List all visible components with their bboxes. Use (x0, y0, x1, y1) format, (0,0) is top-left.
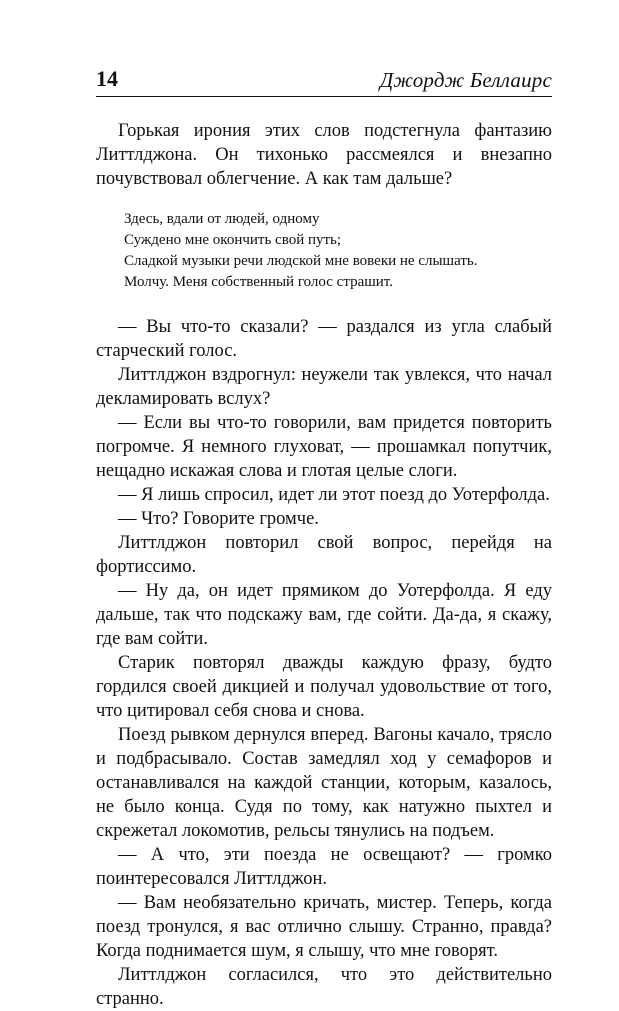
paragraph: Горькая ирония этих слов подстегнула фантазию Литтлджона. Он тихонько рассмеялся и внезапно почувствовал облегчение. А как там дальше? (96, 121, 552, 189)
page-number: 14 (96, 66, 118, 91)
running-head-author: Джордж Беллаирс (379, 68, 552, 92)
paragraph: — Вы что-то сказали? — раздался из угла слабый старческий голос. (96, 317, 552, 361)
paragraph: Литтлджон вздрогнул: неужели так увлекся, что начал декламировать вслух? (96, 365, 552, 409)
paragraph: — Что? Говорите громче. (118, 509, 319, 529)
poem-quote (124, 209, 552, 293)
paragraph: — Если вы что-то говорили, вам придется повторить погромче. Я немного глуховат, — прошамкал попутчик, нещадно искажая слова и глотая целые слоги. (96, 413, 552, 481)
book-page (96, 66, 552, 1011)
paragraph: — А что, эти поезда не освещают? — громко поинтересовался Литтлджон. (96, 845, 552, 889)
body-text (96, 119, 552, 1011)
page-header (96, 66, 552, 97)
paragraph: — Я лишь спросил, идет ли этот поезд до Уотерфолда. (118, 485, 550, 505)
poem-line: Сладкой музыки речи людской мне вовеки не слышать. (124, 253, 478, 269)
poem-line: Молчу. Меня собственный голос страшит. (124, 274, 393, 290)
poem-line: Здесь, вдали от людей, одному (124, 211, 320, 227)
paragraph: Литтлджон повторил свой вопрос, перейдя на фортиссимо. (96, 533, 552, 577)
poem-line: Суждено мне окончить свой путь; (124, 232, 342, 248)
paragraph: — Ну да, он идет прямиком до Уотерфолда. Я еду дальше, так что подскажу вам, где сойти. Да-да, я скажу, где вам сойти. (96, 581, 552, 649)
paragraph: — Вам необязательно кричать, мистер. Теперь, когда поезд тронулся, я вас отлично слышу. Странно, правда? Когда поднимается шум, я слышу, что мне говорят. (96, 893, 552, 961)
paragraph: Поезд рывком дернулся вперед. Вагоны качало, трясло и подбрасывало. Состав замедлял ход у семафоров и останавливался на каждой станции, которым, казалось, не было конца. Судя по тому, как натужно пыхтел и скрежетал локомотив, рельсы тянулись на подъем. (96, 725, 552, 841)
paragraph: Старик повторял дважды каждую фразу, будто гордился своей дикцией и получал удовольствие от того, что цитировал себя снова и снова. (96, 653, 552, 721)
paragraph: Литтлджон согласился, что это действительно странно. (96, 965, 552, 1009)
